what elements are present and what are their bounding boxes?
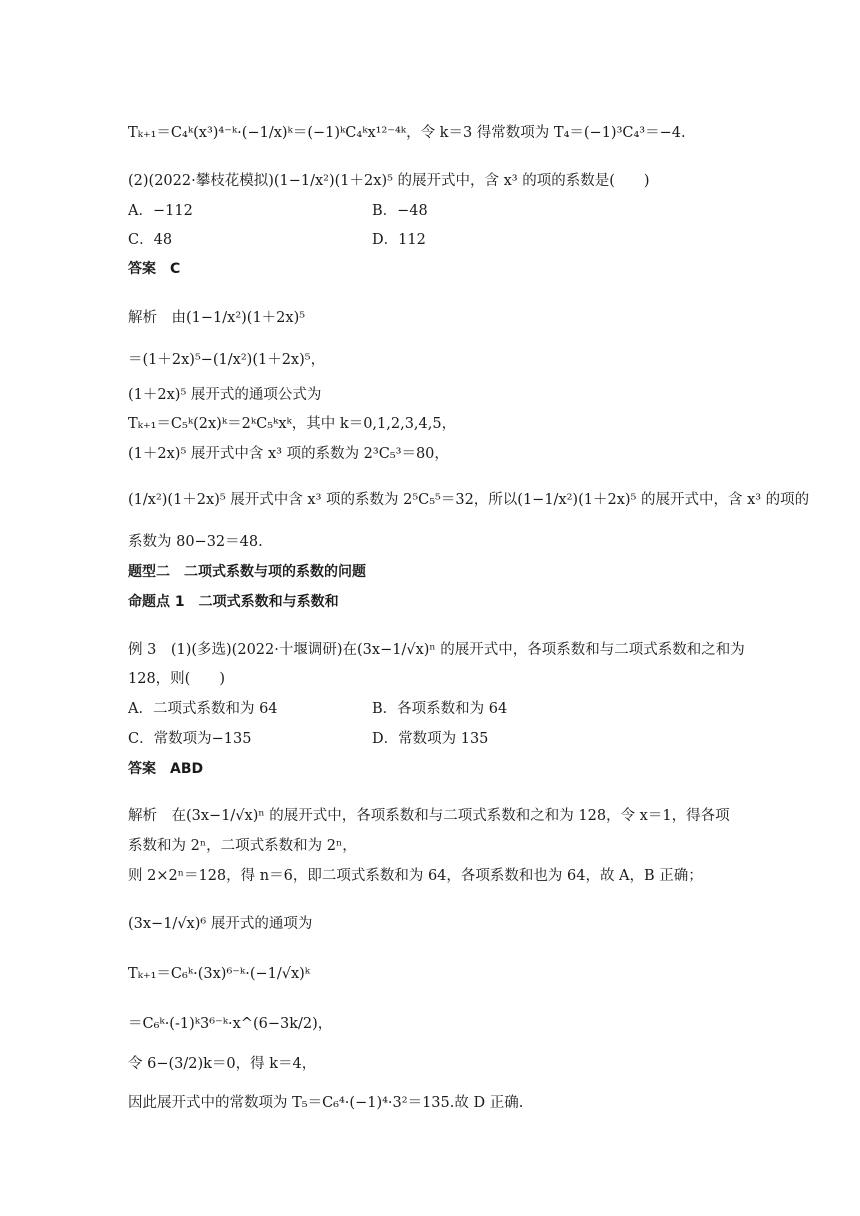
option-b: B．−48	[372, 203, 428, 219]
solution-line: 解析 由(1−1/x²)(1＋2x)⁵	[128, 310, 306, 326]
question-line: (2)(2022·攀枝花模拟)(1−1/x²)(1＋2x)⁵ 的展开式中，含 x³ 的项的系数是( )	[128, 173, 650, 189]
option-c: C．48	[128, 232, 173, 248]
solution-line: (1＋2x)⁵ 展开式的通项公式为	[128, 387, 322, 403]
formula-line: Tₖ₊₁＝C₄ᵏ(x³)⁴⁻ᵏ·(−1/x)ᵏ＝(−1)ᵏC₄ᵏx¹²⁻⁴ᵏ，令 k＝3 得常数项为 T₄＝(−1)³C₄³＝−4.	[128, 125, 686, 141]
solution-line: 令 6−(3/2)k＝0，得 k＝4，	[128, 1056, 317, 1072]
option-b: B．各项系数和为 64	[372, 701, 508, 717]
solution-line: 系数和为 2ⁿ，二项式系数和为 2ⁿ，	[128, 838, 357, 854]
solution-line: Tₖ₊₁＝C₅ᵏ(2x)ᵏ＝2ᵏC₅ᵏxᵏ，其中 k＝0,1,2,3,4,5，	[128, 416, 457, 432]
example-line: 例 3 (1)(多选)(2022·十堰调研)在(3x−1/√x)ⁿ 的展开式中，各项系数和与二项式系数和之和为	[128, 642, 745, 658]
example-line: 128，则( )	[128, 671, 225, 687]
solution-line: ＝C₆ᵏ·(-1)ᵏ3⁶⁻ᵏ·x^(6−3k/2)，	[128, 1016, 333, 1032]
section-heading: 题型二 二项式系数与项的系数的问题	[128, 564, 366, 580]
solution-line: 因此展开式中的常数项为 T₅＝C₆⁴·(−1)⁴·3²＝135.故 D 正确.	[128, 1095, 524, 1111]
solution-line: (1＋2x)⁵ 展开式中含 x³ 项的系数为 2³C₅³＝80，	[128, 446, 449, 462]
solution-line: 则 2×2ⁿ＝128，得 n＝6，即二项式系数和为 64，各项系数和也为 64，故 A，B 正确；	[128, 868, 703, 884]
solution-line: 解析 在(3x−1/√x)ⁿ 的展开式中，各项系数和与二项式系数和之和为 128，令 x＝1，得各项	[128, 808, 730, 824]
option-d: D．常数项为 135	[372, 731, 489, 747]
solution-line: Tₖ₊₁＝C₆ᵏ·(3x)⁶⁻ᵏ·(−1/√x)ᵏ	[128, 966, 311, 982]
subsection-heading: 命题点 1 二项式系数和与系数和	[128, 594, 339, 610]
option-a: A．−112	[128, 203, 193, 219]
solution-line: ＝(1＋2x)⁵−(1/x²)(1＋2x)⁵，	[128, 352, 326, 368]
option-d: D．112	[372, 232, 426, 248]
answer-line: 答案 ABD	[128, 761, 204, 777]
solution-line: 系数为 80−32＝48.	[128, 534, 263, 550]
solution-line: (3x−1/√x)⁶ 展开式的通项为	[128, 916, 313, 932]
answer-line: 答案 C	[128, 261, 181, 277]
solution-line: (1/x²)(1＋2x)⁵ 展开式中含 x³ 项的系数为 2⁵C₅⁵＝32，所以(1−1/x²)(1＋2x)⁵ 的展开式中，含 x³ 的项的	[128, 492, 810, 508]
option-a: A．二项式系数和为 64	[128, 701, 278, 717]
option-c: C．常数项为−135	[128, 731, 252, 747]
